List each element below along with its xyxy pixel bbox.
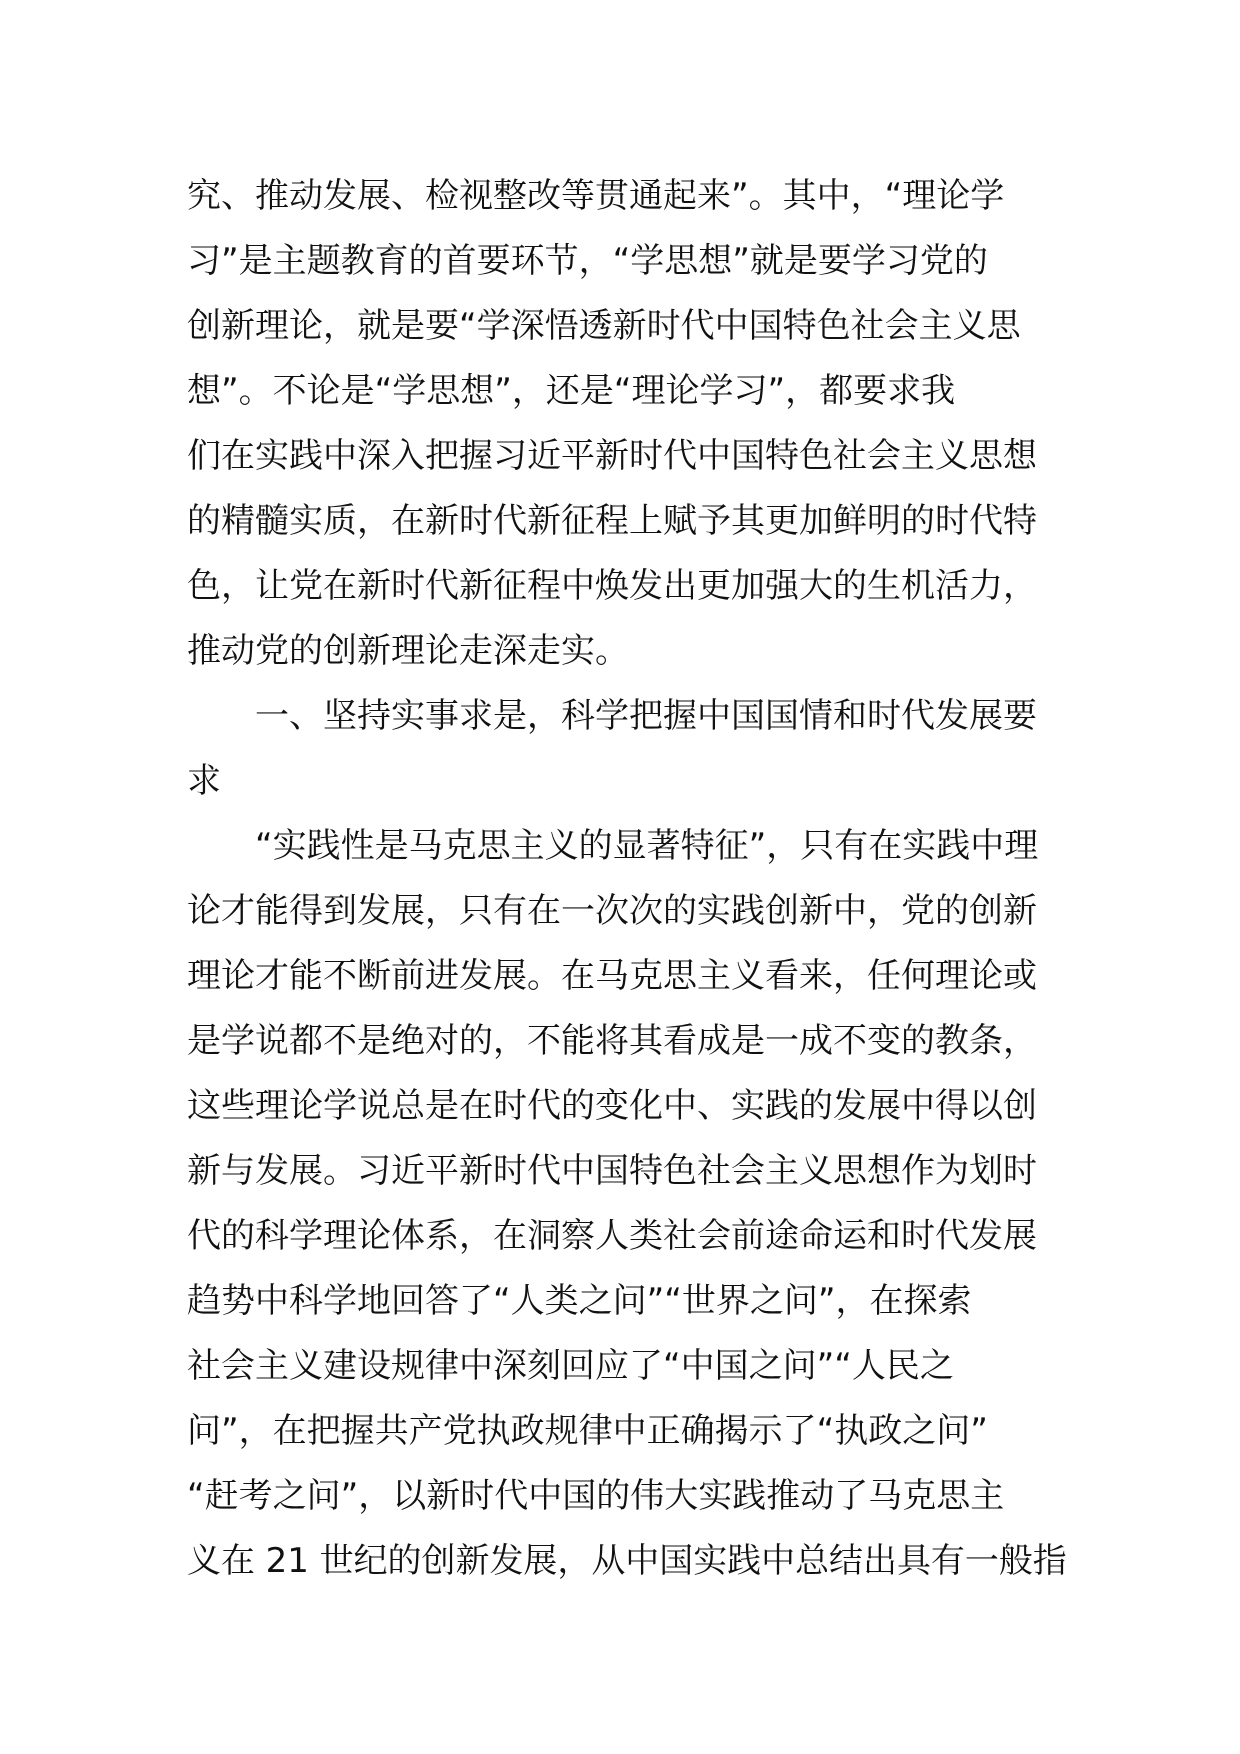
text-line: 求 bbox=[187, 761, 221, 801]
text-line: 们在实践中深入把握习近平新时代中国特色社会主义思想 bbox=[187, 436, 1037, 476]
text-line: 创新理论，就是要“学深悟透新时代中国特色社会主义思 bbox=[187, 306, 1021, 346]
text-line: 究、推动发展、检视整改等贯通起来”。其中，“理论学 bbox=[187, 176, 1005, 216]
paragraph-first-line: 一、坚持实事求是，科学把握中国国情和时代发展要 bbox=[255, 696, 1037, 736]
text-line: 义在 21 世纪的创新发展，从中国实践中总结出具有一般指 bbox=[187, 1541, 1067, 1581]
text-line: 习”是主题教育的首要环节，“学思想”就是要学习党的 bbox=[187, 241, 988, 281]
paragraph-first-line: “实践性是马克思主义的显著特征”，只有在实践中理 bbox=[255, 826, 1039, 866]
text-line: 想”。不论是“学思想”，还是“理论学习”，都要求我 bbox=[187, 371, 956, 411]
text-line: 是学说都不是绝对的，不能将其看成是一成不变的教条， bbox=[187, 1021, 1037, 1061]
text-line: 论才能得到发展，只有在一次次的实践创新中，党的创新 bbox=[187, 891, 1037, 931]
text-line: “赶考之问”，以新时代中国的伟大实践推动了马克思主 bbox=[187, 1476, 1005, 1516]
text-line: 代的科学理论体系，在洞察人类社会前途命运和时代发展 bbox=[187, 1216, 1037, 1256]
text-line: 这些理论学说总是在时代的变化中、实践的发展中得以创 bbox=[187, 1086, 1037, 1126]
text-line: 社会主义建设规律中深刻回应了“中国之问”“人民之 bbox=[187, 1346, 954, 1386]
text-line: 的精髓实质，在新时代新征程上赋予其更加鲜明的时代特 bbox=[187, 501, 1037, 541]
text-line: 理论才能不断前进发展。在马克思主义看来，任何理论或 bbox=[187, 956, 1037, 996]
text-line: 趋势中科学地回答了“人类之问”“世界之问”，在探索 bbox=[187, 1281, 972, 1321]
text-line: 推动党的创新理论走深走实。 bbox=[187, 631, 629, 671]
document-body bbox=[187, 164, 1067, 1594]
text-line: 问”，在把握共产党执政规律中正确揭示了“执政之问” bbox=[187, 1411, 988, 1451]
text-line: 新与发展。习近平新时代中国特色社会主义思想作为划时 bbox=[187, 1151, 1037, 1191]
text-line: 色，让党在新时代新征程中焕发出更加强大的生机活力， bbox=[187, 566, 1037, 606]
